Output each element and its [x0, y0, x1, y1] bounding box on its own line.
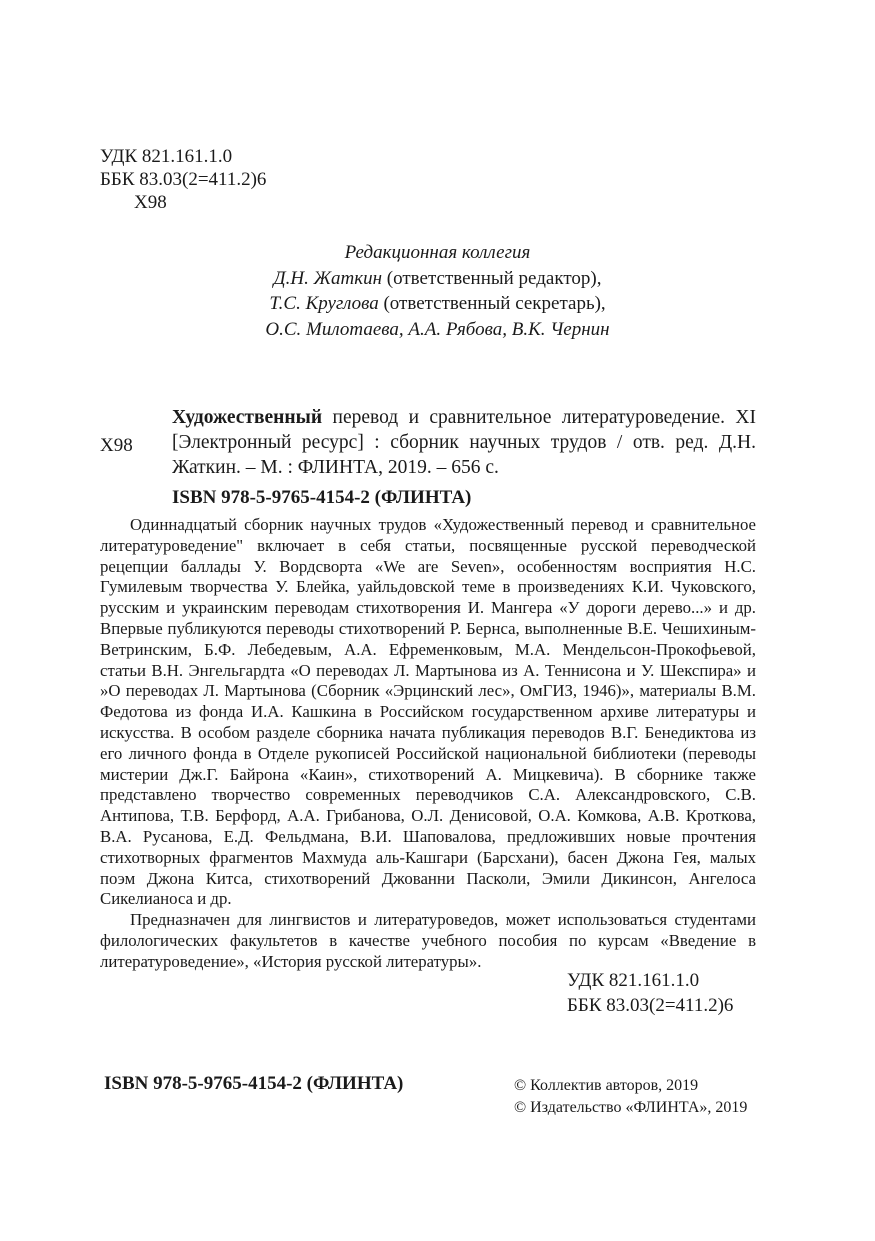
author-cipher: Х98 — [134, 192, 167, 213]
copyright-authors: © Коллектив авторов, 2019 — [514, 1077, 699, 1094]
member-role: (ответственный редактор), — [382, 267, 602, 289]
copyright-publisher: © Издательство «ФЛИНТА», 2019 — [514, 1099, 748, 1116]
record-isbn: ISBN 978-5-9765-4154-2 (ФЛИНТА) — [172, 487, 472, 508]
udk-code: УДК 821.161.1.0 — [567, 970, 700, 991]
member-name: Д.Н. Жаткин — [273, 267, 383, 289]
member-name: Т.С. Круглова — [269, 293, 379, 314]
record-description: перевод и сравнительное литературоведение. XI [Электронный ресурс] : сборник научных трудов / отв. ред. Д.Н. Жаткин. – М. : ФЛИНТА, 2019. – 656 с. — [172, 407, 756, 478]
editorial-board-member — [0, 317, 875, 343]
annotation-paragraph: Одиннадцатый сборник научных трудов «Художественный перевод и сравнительное литературоведение" включает в себя статьи, посвященные русской переводческой рецепции баллады У. Вордсворта «We are Seven», особенностям восприятия Н.С. Гумилевым творчества У. Блейка, уайльдовской теме в произведениях К.И. Чуковского, русским и украинским переводам стихотворения И. Мангера «У дороги дерево...» и др. Впервые публикуются переводы стихотворений Р. Бернса, выполненные В.Е. Чешихиным-Ветринским, Б.Ф. Лебедевым, А.А. Ефременковым, М.А. Мендельсон-Прокофьевой, статьи В.Н. Энгельгардта «О переводах Л. Мартынова из А. Теннисона и У. Шекспира» и »О переводах Л. Мартынова (Сборник «Эрцинский лес», ОмГИЗ, 1946)», материалы В.М. Федотова из фонда И.А. Кашкина в Российском государственном архиве литературы и искусства. В особом разделе сборника начата публикация переводов В.Г. Бенедиктова из его личного фонда в Отделе рукописей Российской национальной библиотеки (переводы мистерии Дж.Г. Байрона «Каин», стихотворений А. Мицкевича). В сборнике также представлено творчество современных переводчиков С.А. Александровского, С.В. Антипова, Т.В. Берфорд, А.А. Грибанова, О.Л. Денисовой, О.А. Комкова, А.В. Кроткова, В.А. Русанова, Е.Д. Фельдмана, В.И. Шаповалова, предложивших новые прочтения стихотворных фрагментов Махмуда аль-Кашгари (Барсхани), басен Джона Гея, малых поэм Джона Китса, стихотворений Джованни Пасколи, Эмили Дикинсон, Ангелоса Сикелианоса и др. — [100, 515, 756, 909]
footer-isbn: ISBN 978-5-9765-4154-2 (ФЛИНТА) — [104, 1073, 404, 1094]
copyright-block — [514, 1075, 747, 1119]
editorial-board-member — [0, 291, 875, 317]
udk-code: УДК 821.161.1.0 — [100, 146, 233, 167]
record-title: Художественный — [172, 407, 323, 428]
editorial-board-heading: Редакционная коллегия — [344, 242, 531, 263]
editorial-board-member — [0, 266, 875, 292]
annotation — [100, 515, 756, 973]
bbk-code: ББК 83.03(2=411.2)6 — [100, 169, 267, 190]
annotation-paragraph: Предназначен для лингвистов и литературоведов, может использоваться студентами филологических факультетов в качестве учебного пособия по курсам «Введение в литературоведение», «История русской литературы». — [100, 910, 756, 971]
member-role: (ответственный секретарь), — [378, 293, 606, 314]
record-cipher: Х98 — [100, 435, 133, 456]
member-name: О.С. Милотаева, А.А. Рябова, В.К. Чернин — [265, 318, 610, 340]
bbk-code: ББК 83.03(2=411.2)6 — [567, 995, 734, 1016]
editorial-board — [0, 240, 875, 342]
top-classification-codes — [100, 145, 266, 214]
bibliographic-record — [172, 405, 756, 480]
bottom-classification-codes — [567, 968, 733, 1018]
